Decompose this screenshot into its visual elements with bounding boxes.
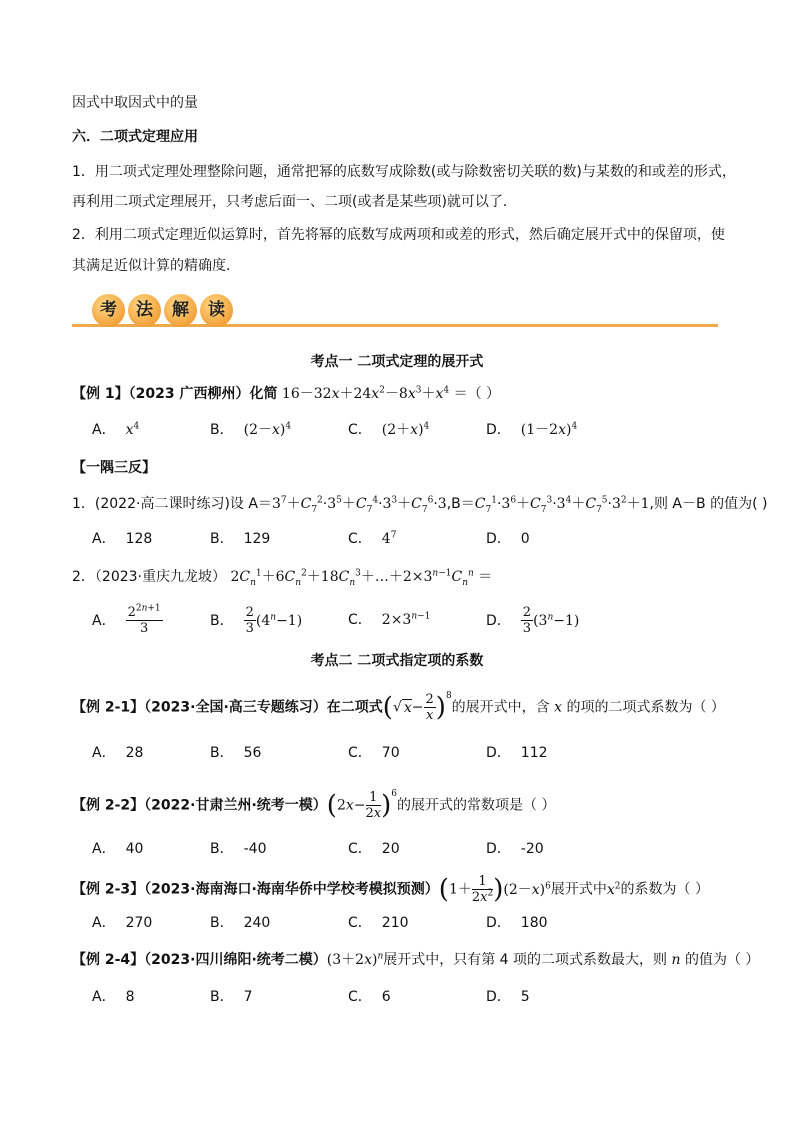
option-b: B． -40 [210, 841, 267, 857]
example-2-2-prefix: 【例 2-2】（2022·甘肃兰州·统考一模） [72, 797, 327, 814]
example-2-3-suffix: 的系数为（ ） [620, 881, 709, 898]
example-2-3-question: 【例 2-3】（2023·海南海口·海南华侨中学校考模拟预测）(1＋ $\frac{1}{2x^2}$ )$(2-x)^6$展开式中$x^2$的系数为（ ） [72, 874, 709, 905]
drill-question-2-options [92, 603, 732, 636]
example-1-prefix: 【例 1】（2023 广西柳州）化简 [72, 386, 278, 402]
option-c: C． $4^7$ [348, 530, 397, 547]
section-title: 六．二项式定理应用 [72, 129, 198, 145]
banner-char-2: 法 [128, 294, 161, 327]
point-1-title: 考点一 二项式定理的展开式 [310, 354, 484, 370]
option-a: A． 40 [92, 841, 144, 857]
paragraph-2-line-2: 其满足近似计算的精确度． [72, 258, 240, 274]
q2-suffix: ＝ [478, 569, 493, 585]
option-a: A． 8 [92, 989, 135, 1005]
q1-prefix: 1．(2022·高二课时练习)设 A＝ [72, 496, 272, 512]
option-d: D． 5 [486, 989, 530, 1005]
q1-suffix: ,则 A－B 的值为( ) [649, 496, 768, 512]
option-a: A． 128 [92, 531, 153, 547]
example-2-1-question: 【例 2-1】（2023·全国·高三专题练习）在二项式(√ x− $\frac{2}{x}$ )$^8$的展开式中，含 x 的项的二项式系数为（ ） [72, 690, 725, 723]
option-b: B． 56 [210, 745, 262, 761]
paragraph-2-line-1: 2．利用二项式定理近似运算时，首先将幂的底数写成两项和或差的形式，然后确定展开式中的保留项，使 [72, 227, 725, 243]
example-2-1-tail: 的项的二项式系数为（ ） [566, 699, 725, 716]
drill-question-2 [72, 567, 492, 587]
option-a: A． $x^4$ [92, 421, 140, 438]
option-b: B． 7 [210, 989, 253, 1005]
option-a: A． 28 [92, 745, 144, 761]
q2-expression: $2C_n^1+6C_n^2+18C_n^3+\dots+2\times 3^{n-1}C_n^n$ [230, 568, 474, 588]
option-c: C． $(2+x)^4$ [348, 421, 430, 438]
option-c: C． 70 [348, 745, 400, 761]
example-1-question [72, 384, 500, 404]
example-2-4-question: 【例 2-4】（2023·四川绵阳·统考二模）$(3+2x)^n$展开式中，只有第 4 项的二项式系数最大，则 n 的值为（ ） [72, 951, 760, 968]
example-2-4-prefix: 【例 2-4】（2023·四川绵阳·统考二模） [72, 952, 327, 968]
option-c: C． $2\times 3^{n-1}$ [348, 611, 431, 628]
drill-question-1 [72, 494, 767, 514]
option-d: D． 112 [486, 745, 548, 761]
option-d: D． 0 [486, 531, 530, 547]
intro-text: 因式中取因式中的量 [72, 95, 198, 111]
option-d: D． $\frac{2}{3}$ $(3^n-1)$ [486, 605, 580, 636]
example-2-2-options [92, 838, 732, 860]
option-b: B． $\frac{2}{3}$ $(4^n-1)$ [210, 605, 303, 636]
option-c: C． 6 [348, 989, 391, 1005]
drill-question-1-options [92, 528, 732, 550]
example-2-3-options [92, 912, 732, 934]
example-2-4-tail: 的值为（ ） [684, 952, 760, 968]
option-b: B． 240 [210, 915, 271, 931]
banner-char-3: 解 [164, 294, 197, 327]
example-2-3-mid: 展开式中 [550, 881, 607, 898]
example-2-2-question: 【例 2-2】（2022·甘肃兰州·统考一模）(2x− $\frac{1}{2x}$ )$^6$的展开式的常数项是（ ） [72, 788, 556, 821]
q1-expression-a: $3^7+C_7^2\cdot 3^5+C_7^4\cdot 3^3+C_7^6\cdot 3$ [271, 495, 447, 515]
example-2-3-prefix: 【例 2-3】（2023·海南海口·海南华侨中学校考模拟预测） [72, 881, 439, 898]
section-banner [78, 294, 718, 330]
paragraph-1-line-1: 1．用二项式定理处理整除问题，通常把幂的底数写成除数(或与除数密切关联的数)与某数的和或差的形式， [72, 164, 736, 180]
example-2-1-suffix: 的展开式中，含 [451, 699, 550, 716]
drill-title: 【一隅三反】 [72, 460, 156, 476]
q2-prefix: 2．（2023·重庆九龙坡） [72, 569, 226, 585]
option-c: C． 20 [348, 841, 400, 857]
banner-char-1: 考 [92, 294, 125, 327]
example-1-suffix: ＝（ ） [453, 386, 501, 402]
example-2-4-options [92, 986, 732, 1008]
example-2-1-prefix: 【例 2-1】（2023·全国·高三专题练习）在二项式 [72, 699, 383, 716]
example-1-options [92, 419, 732, 441]
option-a: A． 270 [92, 915, 153, 931]
q1-mid: ,B＝ [446, 496, 475, 512]
q1-expression-b: $C_7^1\cdot 3^6+C_7^3\cdot 3^4+C_7^5\cdot 3^2+1$ [474, 495, 650, 515]
option-d: D． 180 [486, 915, 548, 931]
option-d: D． $(1-2x)^4$ [486, 421, 578, 438]
option-b: B． $(2-x)^4$ [210, 421, 292, 438]
banner-underline [72, 324, 718, 327]
banner-char-4: 读 [200, 294, 233, 327]
point-2-title: 考点二 二项式指定项的系数 [310, 653, 484, 669]
example-2-4-suffix: 展开式中，只有第 4 项的二项式系数最大，则 [383, 952, 668, 968]
example-2-1-options [92, 742, 732, 764]
paragraph-1-line-2: 再利用二项式定理展开，只考虑后面一、二项(或者是某些项)就可以了． [72, 194, 517, 210]
example-2-2-suffix: 的展开式的常数项是（ ） [397, 797, 556, 814]
option-d: D． -20 [486, 841, 544, 857]
option-c: C． 210 [348, 915, 409, 931]
option-a: A． $\frac{2^{2n+1}}{3}$ [92, 603, 161, 636]
example-1-expression: $16-32x+24x^2-8x^3+x^4$ [281, 385, 450, 402]
option-b: B． 129 [210, 531, 271, 547]
